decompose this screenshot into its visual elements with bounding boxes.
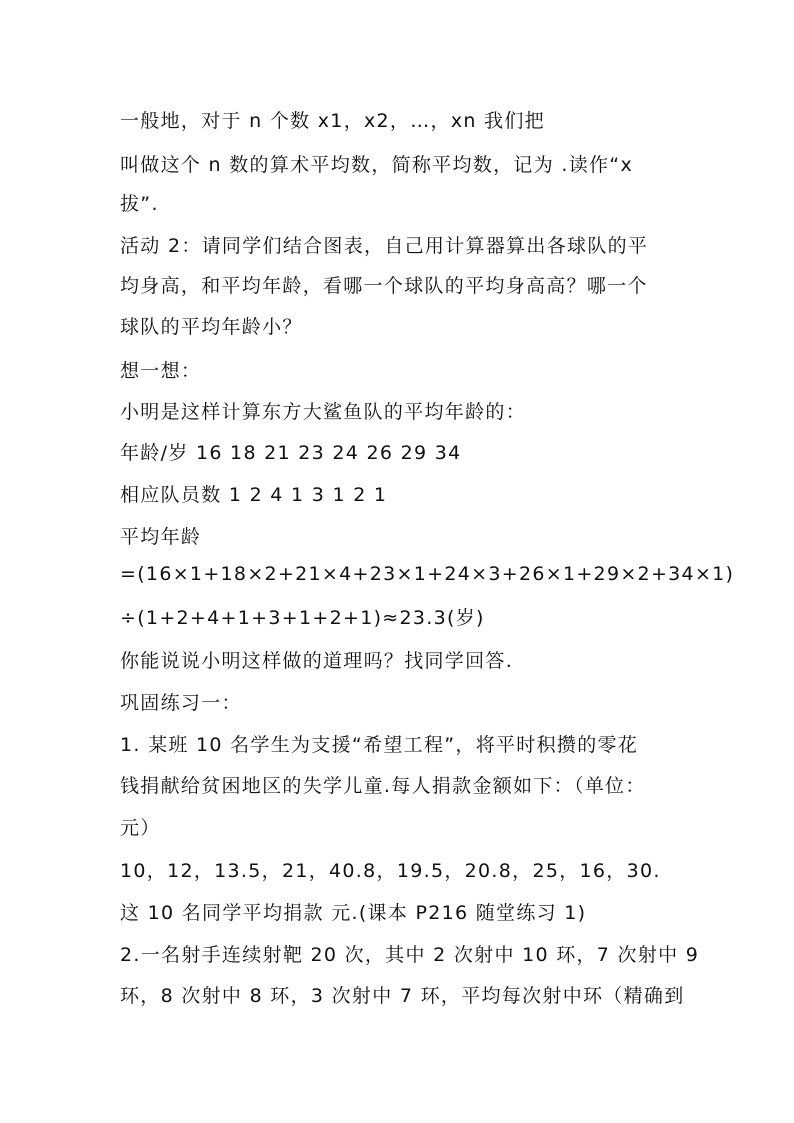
text-line: 球队的平均年龄小？ xyxy=(120,316,303,338)
text-line: 小明是这样计算东方大鲨鱼队的平均年龄的： xyxy=(120,401,527,423)
section-heading: 巩固练习一： xyxy=(120,692,242,714)
text-line: 这 10 名同学平均捐款 元.(课本 P216 随堂练习 1) xyxy=(120,902,587,924)
text-line: 元） xyxy=(120,817,161,839)
text-line: 均身高，和平均年龄，看哪一个球队的平均身高高？哪一个 xyxy=(120,275,648,297)
text-line: 想一想： xyxy=(120,360,202,382)
text-line: 叫做这个 n 数的算术平均数，简称平均数，记为 .读作“x xyxy=(120,154,633,176)
text-line: 平均年龄 xyxy=(120,526,202,548)
text-line: 2.一名射手连续射靶 20 次，其中 2 次射中 10 环，7 次射中 9 xyxy=(120,944,700,966)
text-line: 1. 某班 10 名学生为支援“希望工程”，将平时积攒的零花 xyxy=(120,734,639,756)
formula-line: =(16×1+18×2+21×4+23×1+24×3+26×1+29×2+34×1) xyxy=(120,563,735,585)
text-line: 年龄/岁 16 18 21 23 24 26 29 34 xyxy=(120,442,462,464)
text-line: 10，12，13.5，21，40.8，19.5，20.8，25，16，30. xyxy=(120,860,661,882)
text-line: 活动 2：请同学们结合图表，自己用计算器算出各球队的平 xyxy=(120,235,649,257)
text-line: 拔”. xyxy=(120,193,159,215)
text-line: 你能说说小明这样做的道理吗？找同学回答. xyxy=(120,650,514,672)
text-line: 钱捐献给贫困地区的失学儿童.每人捐款金额如下：（单位： xyxy=(120,775,646,797)
formula-line: ÷(1+2+4+1+3+1+2+1)≈23.3(岁) xyxy=(120,607,485,629)
text-line: 相应队员数 1 2 4 1 3 1 2 1 xyxy=(120,484,388,506)
text-line: 环，8 次射中 8 环，3 次射中 7 环，平均每次射中环（精确到 xyxy=(120,985,685,1007)
text-line: 一般地，对于 n 个数 x1，x2，…，xn 我们把 xyxy=(120,110,545,132)
